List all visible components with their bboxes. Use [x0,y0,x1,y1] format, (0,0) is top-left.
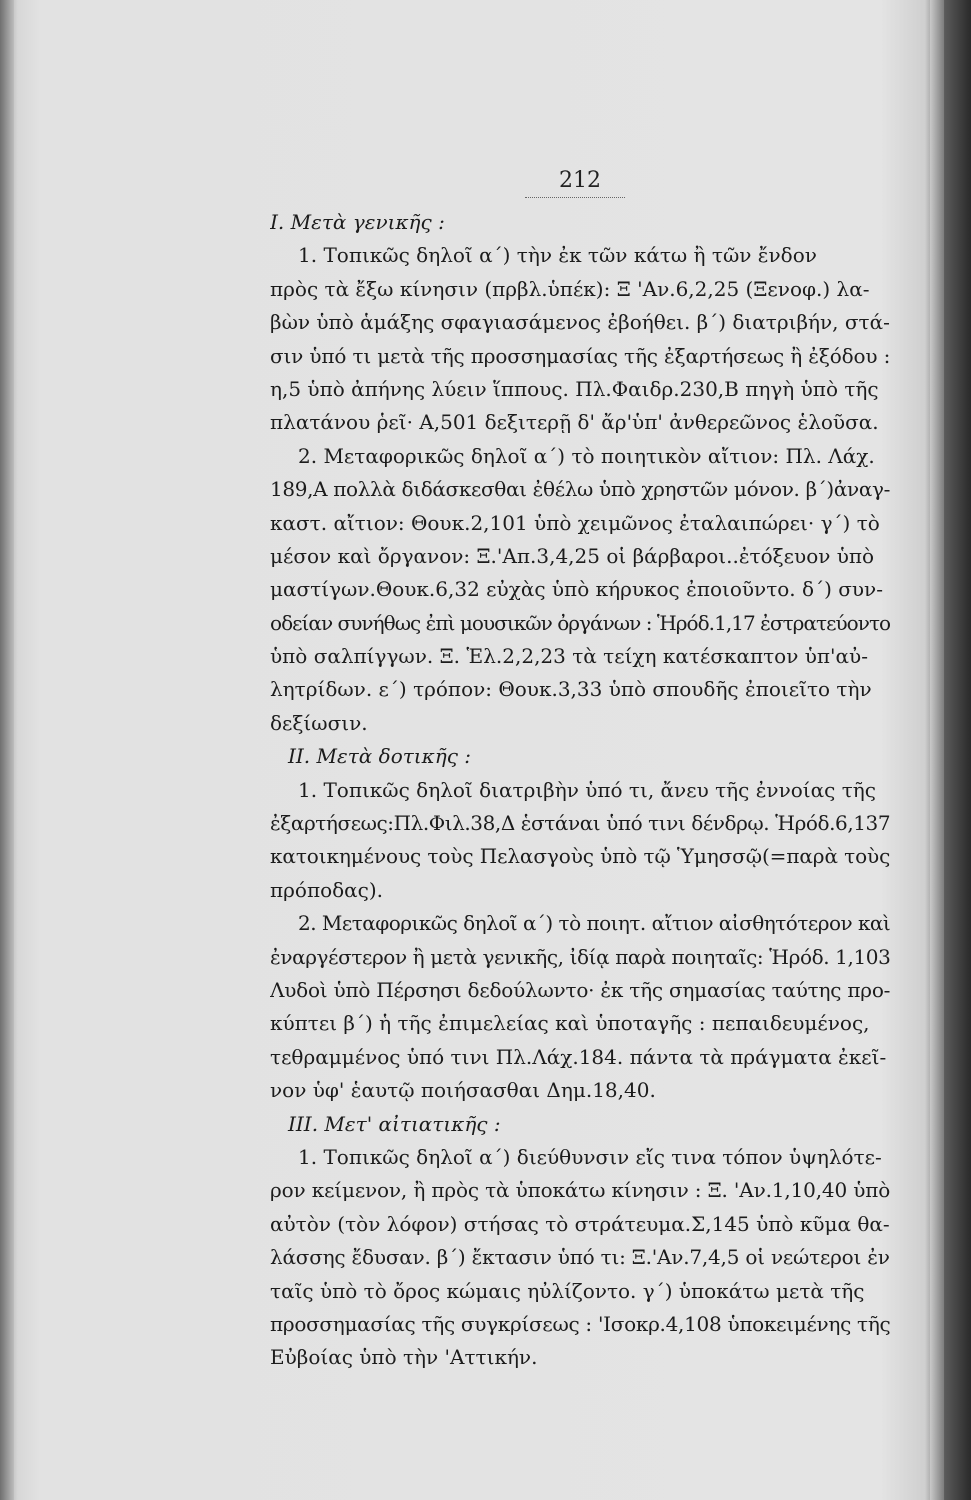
text-line: η,5 ὑπὸ ἀπήνης λύειν ἵππους. Πλ.Φαιδρ.230,Β πηγὴ ὑπὸ τῆς [270,376,879,401]
text-line: μέσον καὶ ὄργανον: Ξ.'Απ.3,4,25 οἱ βάρβαροι..ἐτόξευον ὑπὸ [270,543,875,568]
text-line: 2. Μεταφορικῶς δηλοῖ α΄) τὸ ποιητικὸν αἴτιον: Πλ. Λάχ. [298,443,875,468]
text-line: Λυδοὶ ὑπὸ Πέρσησι δεδούλωντο· ἐκ τῆς σημασίας ταύτης προ- [270,977,890,1002]
text-line: ρον κείμενον, ἢ πρὸς τὰ ὑποκάτω κίνησιν : Ξ. 'Αν.1,10,40 ὑπὸ [270,1178,890,1203]
text-line: 2. Μεταφορικῶς δηλοῖ α΄) τὸ ποιητ. αἴτιον αἰσθητότερον καὶ [298,911,890,936]
text-line: κατοικημένους τοὺς Πελασγοὺς ὑπὸ τῷ Ὑμησσῷ(=παρὰ τοὺς [270,844,890,869]
text-line: προσσημασίας τῆς συγκρίσεως : 'Ισοκρ.4,108 ὑποκειμένης τῆς [270,1311,890,1336]
text-line: οδείαν συνήθως ἐπὶ μουσικῶν ὀργάνων : Ἡρόδ.1,17 ἐστρατεύοντο [270,610,890,635]
text-line: πρὸς τὰ ἔξω κίνησιν (πρβλ.ὑπέκ): Ξ 'Αν.6,2,25 (Ξενοφ.) λα- [270,276,870,301]
text-line: τεθραμμένος ὑπό τινι Πλ.Λάχ.184. πάντα τὰ πράγματα ἐκεῖ- [270,1044,887,1069]
page-edge [930,0,944,1500]
text-line: δεξίωσιν. [270,710,368,735]
section-heading: Ι. Μετὰ γενικῆς : [270,210,445,234]
text-line: λητρίδων. ε΄) τρόπον: Θουκ.3,33 ὑπὸ σπουδῆς ἐποιεῖτο τὴν [270,677,872,702]
text-line: σιν ὑπό τι μετὰ τῆς προσσημασίας τῆς ἐξαρτήσεως ἢ ἐξόδου : [270,343,890,368]
text-line: ἐξαρτήσεως:Πλ.Φιλ.38,Δ ἑστάναι ὑπό τινι δένδρῳ. Ἡρόδ.6,137 [270,811,890,836]
text-line: νον ὑφ' ἑαυτῷ ποιήσασθαι Δημ.18,40. [270,1078,656,1103]
section-heading: ΙΙΙ. Μετ' αἰτιατικῆς : [288,1111,501,1136]
text-line: πλατάνου ῥεῖ· Α,501 δεξιτερῇ δ' ἄρ'ὑπ' ἀνθερεῶνος ἑλοῦσα. [270,410,879,435]
text-line: μαστίγων.Θουκ.6,32 εὐχὰς ὑπὸ κήρυκος ἐποιοῦντο. δ΄) συν- [270,577,883,602]
text-line: ἐναργέστερον ἢ μετὰ γενικῆς, ἰδίᾳ παρὰ ποιηταῖς: Ἡρόδ. 1,103 [270,944,890,969]
text-line: αὐτὸν (τὸν λόφον) στήσας τὸ στράτευμα.Σ,145 ὑπὸ κῦμα θα- [270,1211,890,1236]
text-line: 1. Τοπικῶς δηλοῖ α΄) διεύθυνσιν εἴς τινα τόπον ὑψηλότε- [298,1144,882,1169]
text-line: λάσσης ἔδυσαν. β΄) ἔκτασιν ὑπό τι: Ξ.'Αν.7,4,5 οἱ νεώτεροι ἐν [270,1245,890,1270]
page-number: 212 [559,168,601,193]
text-line: 1. Τοπικῶς δηλοῖ διατριβὴν ὑπό τι, ἄνευ τῆς ἐννοίας τῆς [298,777,876,802]
text-line: βὼν ὑπὸ ἁμάξης σφαγιασάμενος ἐβοήθει. β΄) διατριβήν, στά- [270,310,890,335]
text-line: ὑπὸ σαλπίγγων. Ξ. Ἑλ.2,2,23 τὰ τείχη κατέσκαπτον ὑπ'αὐ- [270,644,868,669]
binding-shadow [0,0,14,1500]
text-line: Εὐβοίας ὑπὸ τὴν 'Αττικήν. [270,1345,538,1370]
text-line: κύπτει β΄) ἡ τῆς ἐπιμελείας καὶ ὑποταγῆς : πεπαιδευμένος, [270,1011,870,1036]
text-line: 189,Α πολλὰ διδάσκεσθαι ἐθέλω ὑπὸ χρηστῶν μόνον. β΄)ἀναγ- [270,477,890,502]
page-number-rule [525,197,625,198]
text-line: πρόποδας). [270,877,384,902]
text-line: καστ. αἴτιον: Θουκ.2,101 ὑπὸ χειμῶνος ἐταλαιπώρει· γ΄) τὸ [270,510,880,535]
text-line: 1. Τοπικῶς δηλοῖ α΄) τὴν ἐκ τῶν κάτω ἢ τῶν ἔνδον [298,243,817,268]
text-line: ταῖς ὑπὸ τὸ ὄρος κώμαις ηὐλίζοντο. γ΄) ὑποκάτω μετὰ τῆς [270,1278,865,1303]
section-heading: ΙΙ. Μετὰ δοτικῆς : [288,744,472,769]
text-block [270,206,890,1375]
